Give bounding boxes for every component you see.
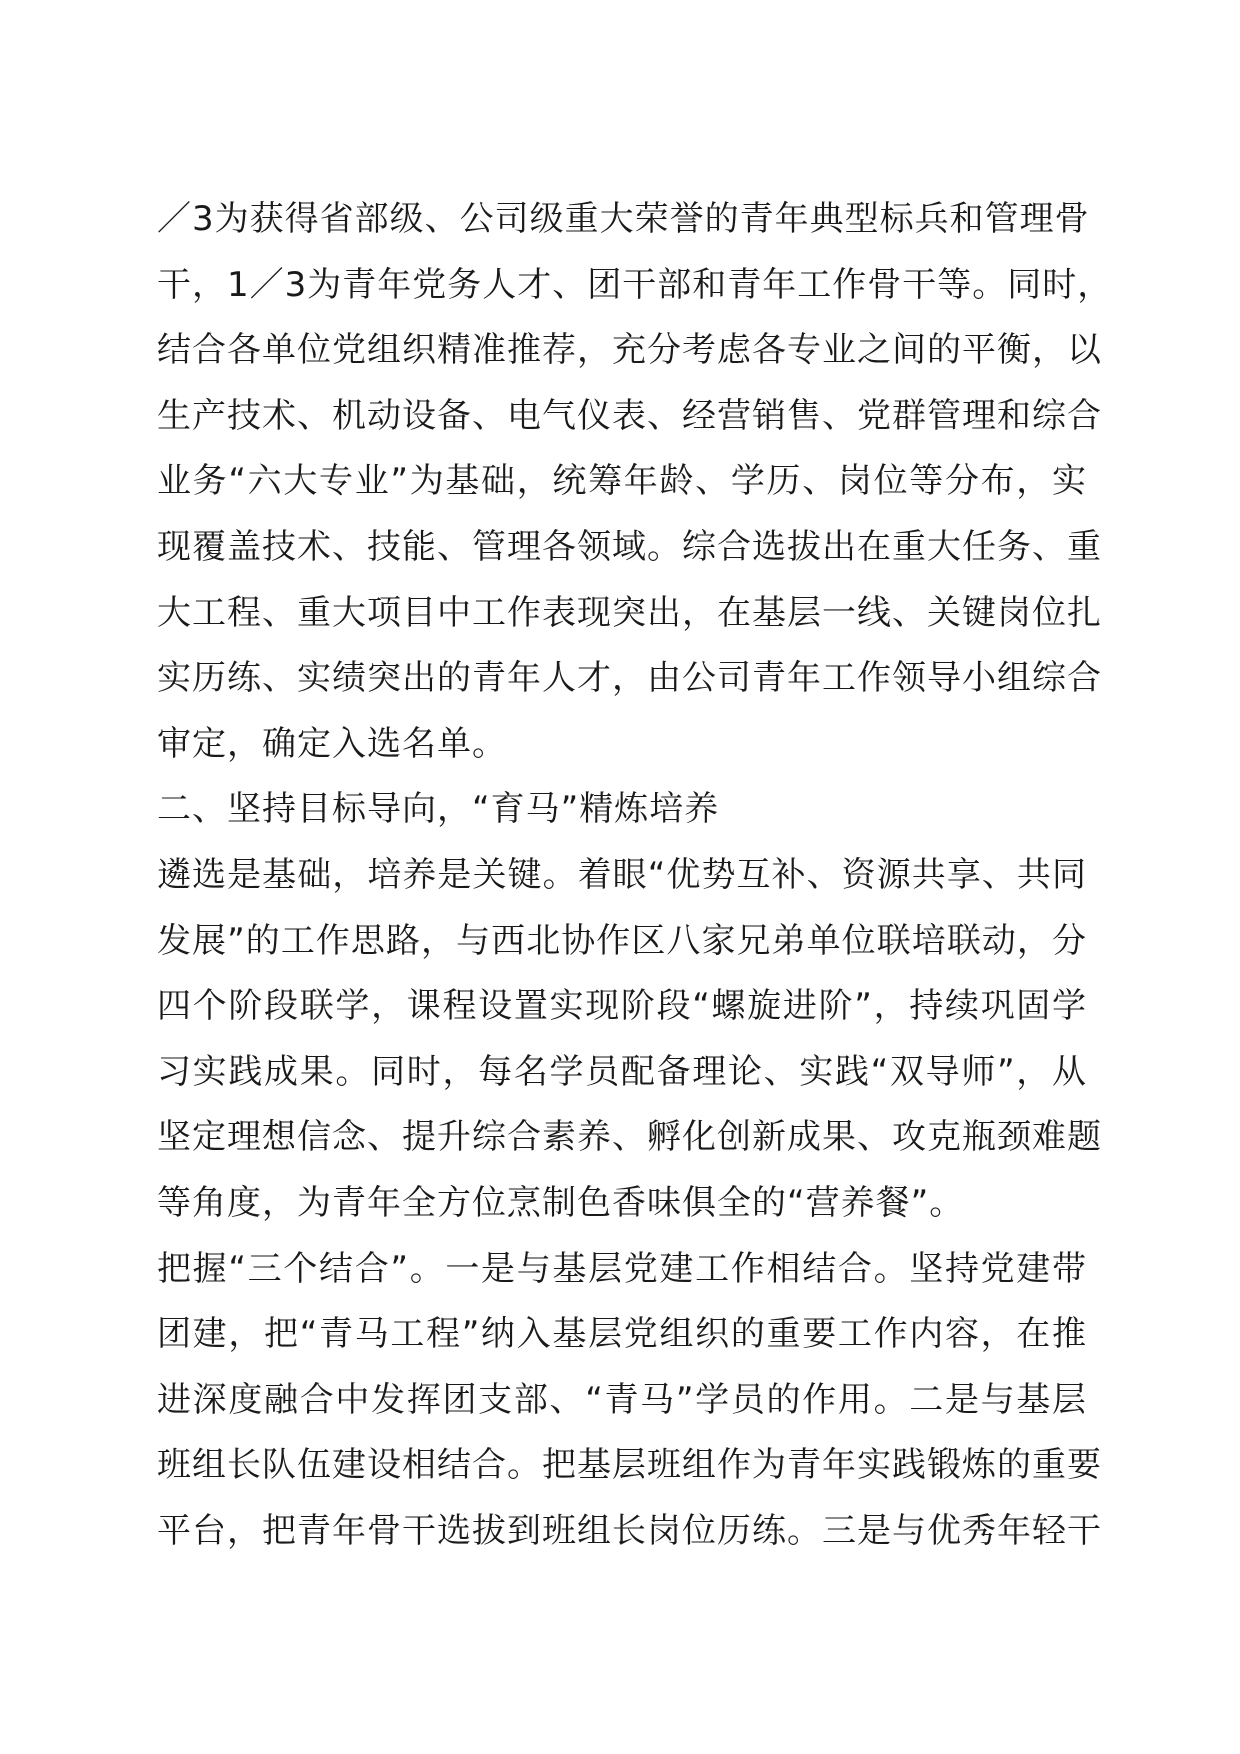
text-line: 实历练、实绩突出的青年人才，由公司青年工作领导小组综合	[157, 658, 1102, 699]
section-heading-text: 二、坚持目标导向，“育马”精炼培养	[157, 789, 720, 830]
text-line: 审定，确定入选名单。	[157, 723, 507, 764]
text-line: 等角度，为青年全方位烹制色香味俱全的“营养餐”。	[157, 1182, 965, 1223]
text-line: 班组长队伍建设相结合。把基层班组作为青年实践锻炼的重要	[157, 1445, 1102, 1486]
text-line: 业务“六大专业”为基础，统筹年龄、学历、岗位等分布，实	[157, 461, 1087, 502]
text-line: 现覆盖技术、技能、管理各领域。综合选拔出在重大任务、重	[157, 526, 1102, 567]
paragraph-three-combinations	[157, 1237, 1102, 1565]
text-line: 习实践成果。同时，每名学员配备理论、实践“双导师”，从	[157, 1051, 1087, 1092]
text-line: 进深度融合中发挥团支部、“青马”学员的作用。二是与基层	[157, 1379, 1087, 1420]
text-line: ／3为获得省部级、公司级重大荣誉的青年典型标兵和管理骨	[157, 199, 1090, 239]
text-line: 平台，把青年骨干选拔到班组长岗位历练。三是与优秀年轻干	[157, 1510, 1102, 1551]
text-line: 团建，把“青马工程”纳入基层党组织的重要工作内容，在推	[157, 1314, 1087, 1355]
text-line: 结合各单位党组织精准推荐，充分考虑各专业之间的平衡，以	[157, 330, 1102, 371]
text-line: 干，1／3为青年党务人才、团干部和青年工作骨干等。同时，	[157, 264, 1113, 305]
text-line: 大工程、重大项目中工作表现突出，在基层一线、关键岗位扎	[157, 592, 1102, 633]
text-line: 发展”的工作思路，与西北协作区八家兄弟单位联培联动，分	[157, 920, 1087, 961]
text-line: 四个阶段联学，课程设置实现阶段“螺旋进阶”，持续巩固学	[157, 986, 1087, 1027]
text-line: 坚定理想信念、提升综合素养、孵化创新成果、攻克瓶颈难题	[157, 1117, 1102, 1158]
document-body	[157, 187, 1113, 1564]
section-heading	[157, 777, 1087, 843]
paragraph-training	[157, 843, 1102, 1237]
paragraph-selection-criteria	[157, 187, 1113, 777]
text-line: 生产技术、机动设备、电气仪表、经营销售、党群管理和综合	[157, 395, 1102, 436]
text-line: 把握“三个结合”。一是与基层党建工作相结合。坚持党建带	[157, 1248, 1087, 1289]
text-line: 遴选是基础，培养是关键。着眼“优势互补、资源共享、共同	[157, 854, 1087, 895]
